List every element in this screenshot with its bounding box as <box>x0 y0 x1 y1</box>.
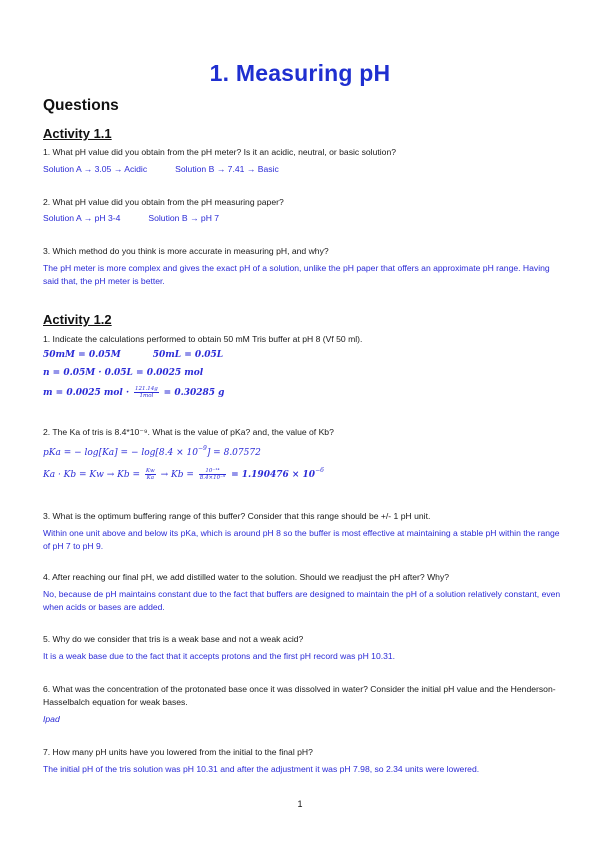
activity2-question-4: 4. After reaching our final pH, we add distilled water to the solution. Should we readjust the pH after? Why? <box>43 572 450 582</box>
equation-concentration: 50mM = 0.05M 50mL = 0.05L <box>43 350 224 360</box>
activity-1-1-heading: Activity 1.1 <box>43 126 112 141</box>
equation-pka: pKa = − log[Ka] = − $\log[8.4 \times 10^{-9}] = 8.07572$ <box>43 445 261 458</box>
activity1-question-1: 1. What pH value did you obtain from the pH meter? Is it an acidic, neutral, or basic solution? <box>43 147 397 157</box>
equation-kb: Ka · Kb = Kw → Kb = $\frac{Kw}{Ka}$ → Kb = $\frac{\text{10⁻¹⁴}}{\text{8.4×10⁻⁹}}$ = $1.190476 \times 10^{-6}$ <box>43 467 324 481</box>
equation-mass: m = 0.0025 mol · $\frac{121.14g}{\text{1mol}}$ = 0.30285 g <box>43 386 225 399</box>
activity2-question-1: 1. Indicate the calculations performed to obtain 50 mM Tris buffer at pH 8 (Vf 50 ml). <box>43 334 363 344</box>
kw-ka-fraction: $\frac{Kw}{Ka}$ <box>145 468 155 481</box>
activity1-answer-2 <box>43 212 563 225</box>
activity2-question-6: 6. What was the concentration of the protonated base once it was dissolved in water? Consider the initial pH value and the Henderson-Hasselbalch equation for weak bases. <box>43 684 556 707</box>
activity2-question-7: 7. How many pH units have you lowered from the initial to the final pH? <box>43 747 313 757</box>
answer-solution-a: Solution A → pH 3-4 <box>43 213 121 223</box>
activity2-question-2: 2. The Ka of tris is 8.4*10⁻⁹. What is the value of pKa? and, the value of Kb? <box>43 427 334 437</box>
page-number: 1 <box>297 799 303 809</box>
molar-mass-fraction: $\frac{121.14g}{\text{1mol}}$ <box>135 386 158 399</box>
activity-1-2-heading: Activity 1.2 <box>43 312 112 327</box>
activity1-question-2: 2. What pH value did you obtain from the pH measuring paper? <box>43 197 284 207</box>
answer-solution-b: Solution B → pH 7 <box>148 213 220 223</box>
activity2-question-3: 3. What is the optimum buffering range of this buffer? Consider that this range should be +/- 1 pH unit. <box>43 511 431 521</box>
page-title: 1. Measuring pH <box>209 60 391 86</box>
activity2-answer-7: The initial pH of the tris solution was pH 10.31 and after the adjustment it was pH 7.98, so 2.34 units were lowered. <box>43 764 480 774</box>
equation-moles: n = 0.05M · 0.05L = 0.0025 mol <box>43 368 204 378</box>
activity2-question-5: 5. Why do we consider that tris is a weak base and not a weak acid? <box>43 634 304 644</box>
questions-heading: Questions <box>43 97 119 114</box>
activity2-answer-3: Within one unit above and below its pKa, which is around pH 8 so the buffer is most effective at maintaining a stable pH within the range of pH 7 to pH 9. <box>43 528 560 551</box>
activity2-answer-6: Ipad <box>43 714 60 724</box>
answer-solution-b: Solution B → 7.41 → Basic <box>175 164 279 174</box>
kb-value-fraction: $\frac{\text{10⁻¹⁴}}{\text{8.4×10⁻⁹}}$ <box>199 468 226 481</box>
answer-solution-a: Solution A → 3.05 → Acidic <box>43 164 148 174</box>
activity1-question-3: 3. Which method do you think is more accurate in measuring pH, and why? <box>43 246 329 256</box>
activity1-answer-3: The pH meter is more complex and gives the exact pH of a solution, unlike the pH paper that offers an approximate pH range. Having said that, the pH meter is better. <box>43 263 550 286</box>
activity1-answer-1 <box>43 163 563 176</box>
activity2-answer-5: It is a weak base due to the fact that it accepts protons and the first pH record was pH 10.31. <box>43 651 396 661</box>
activity2-answer-4: No, because de pH maintains constant due to the fact that buffers are designed to maintain the pH of a solution relatively constant, even when acids or bases are added. <box>43 589 561 612</box>
